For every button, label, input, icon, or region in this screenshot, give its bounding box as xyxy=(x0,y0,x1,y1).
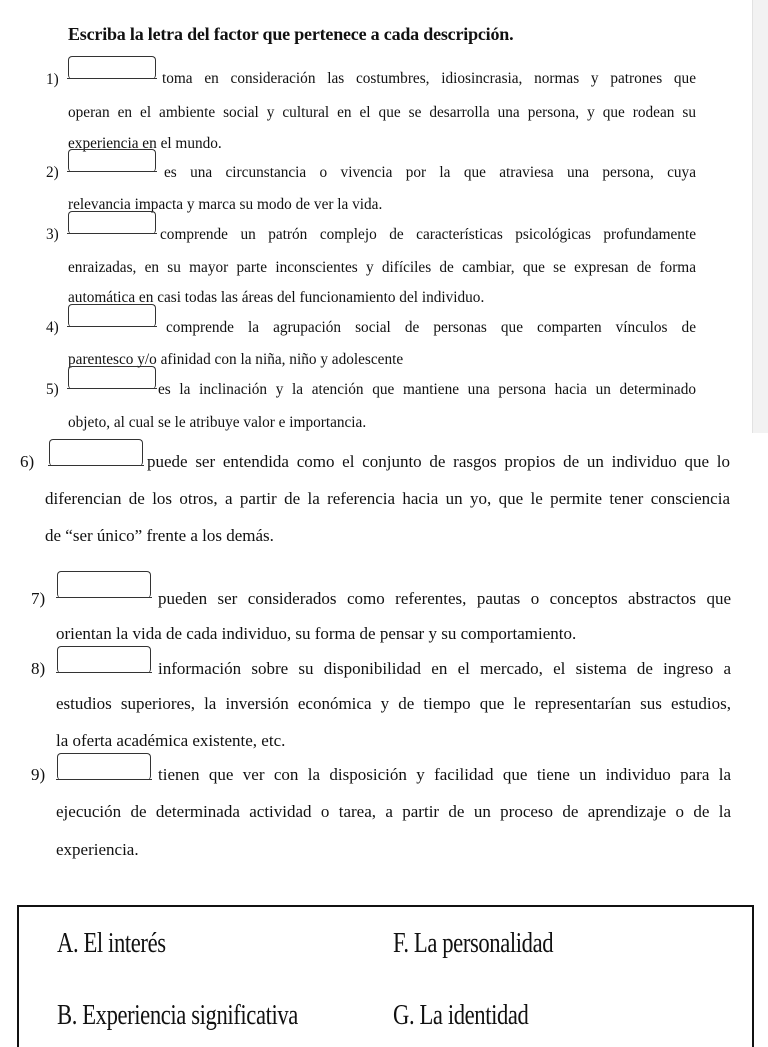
question-text-line: automática en casi todas las áreas del funcionamiento del individuo. xyxy=(68,289,485,306)
answer-blank-5[interactable] xyxy=(68,366,156,389)
worksheet-top-scan xyxy=(0,0,752,433)
option-f: F. La personalidad xyxy=(393,927,554,959)
question-text-line: comprende un patrón complejo de características psicológicas profundamente xyxy=(160,226,696,243)
question-number: 4) xyxy=(46,319,59,336)
question-text-line: estudios superiores, la inversión económica y de tiempo que le representarían sus estudios, xyxy=(56,694,731,713)
option-b: B. Experiencia significativa xyxy=(57,999,298,1031)
question-number: 8) xyxy=(31,659,46,678)
answer-blank-8[interactable] xyxy=(57,646,151,673)
question-text-line: relevancia impacta y marca su modo de ver la vida. xyxy=(68,196,383,213)
question-text-line: la oferta académica existente, etc. xyxy=(56,731,286,750)
question-text-line: información sobre su disponibilidad en el mercado, el sistema de ingreso a xyxy=(158,659,731,678)
option-a: A. El interés xyxy=(57,927,166,959)
answer-blank-3[interactable] xyxy=(68,211,156,234)
question-text-line: puede ser entendida como el conjunto de rasgos propios de un individuo que lo xyxy=(147,452,730,471)
question-number: 2) xyxy=(46,164,59,181)
question-text-line: objeto, al cual se le atribuye valor e importancia. xyxy=(68,414,367,431)
question-text-line: experiencia. xyxy=(56,840,139,859)
answer-blank-4[interactable] xyxy=(68,304,156,327)
question-text-line: es una circunstancia o vivencia por la que atraviesa una persona, cuya xyxy=(164,164,696,181)
answer-blank-1[interactable] xyxy=(68,56,156,79)
question-text-line: pueden ser considerados como referentes, pautas o conceptos abstractos que xyxy=(158,589,731,608)
answer-blank-9[interactable] xyxy=(57,753,151,780)
question-text-line: experiencia en el mundo. xyxy=(68,135,222,152)
question-text-line: operan en el ambiente social y cultural en el que se desarrolla una persona, y que rodean su xyxy=(68,104,696,121)
question-text-line: tienen que ver con la disposición y facilidad que tiene un individuo para la xyxy=(158,765,731,784)
question-number: 3) xyxy=(46,226,59,243)
page-edge-strip xyxy=(752,0,768,433)
question-text-line: enraizadas, en su mayor parte inconscientes y difíciles de cambiar, que se expresan de forma xyxy=(68,259,696,276)
answer-blank-2[interactable] xyxy=(68,149,156,172)
answer-blank-7[interactable] xyxy=(57,571,151,598)
question-number: 5) xyxy=(46,381,59,398)
answer-blank-6[interactable] xyxy=(49,439,143,466)
question-number: 9) xyxy=(31,765,46,784)
question-number: 7) xyxy=(31,589,46,608)
question-text-line: orientan la vida de cada individuo, su forma de pensar y su comportamiento. xyxy=(56,624,577,643)
answer-options-box xyxy=(17,905,754,1047)
question-text-line: parentesco y/o afinidad con la niña, niño y adolescente xyxy=(68,351,404,368)
question-text-line: toma en consideración las costumbres, idiosincrasia, normas y patrones que xyxy=(162,70,696,87)
question-number: 1) xyxy=(46,71,59,88)
question-text-line: comprende la agrupación social de personas que comparten vínculos de xyxy=(166,319,696,336)
question-number: 6) xyxy=(20,452,35,471)
question-text-line: diferencian de los otros, a partir de la referencia hacia un yo, que le permite tener consciencia xyxy=(45,489,730,508)
option-g: G. La identidad xyxy=(393,999,529,1031)
question-text-line: de “ser único” frente a los demás. xyxy=(45,526,274,545)
question-text-line: ejecución de determinada actividad o tarea, a partir de un proceso de aprendizaje o de la xyxy=(56,802,731,821)
worksheet-title: Escriba la letra del factor que pertenece a cada descripción. xyxy=(68,24,514,44)
question-text-line: es la inclinación y la atención que mantiene una persona hacia un determinado xyxy=(158,381,696,398)
